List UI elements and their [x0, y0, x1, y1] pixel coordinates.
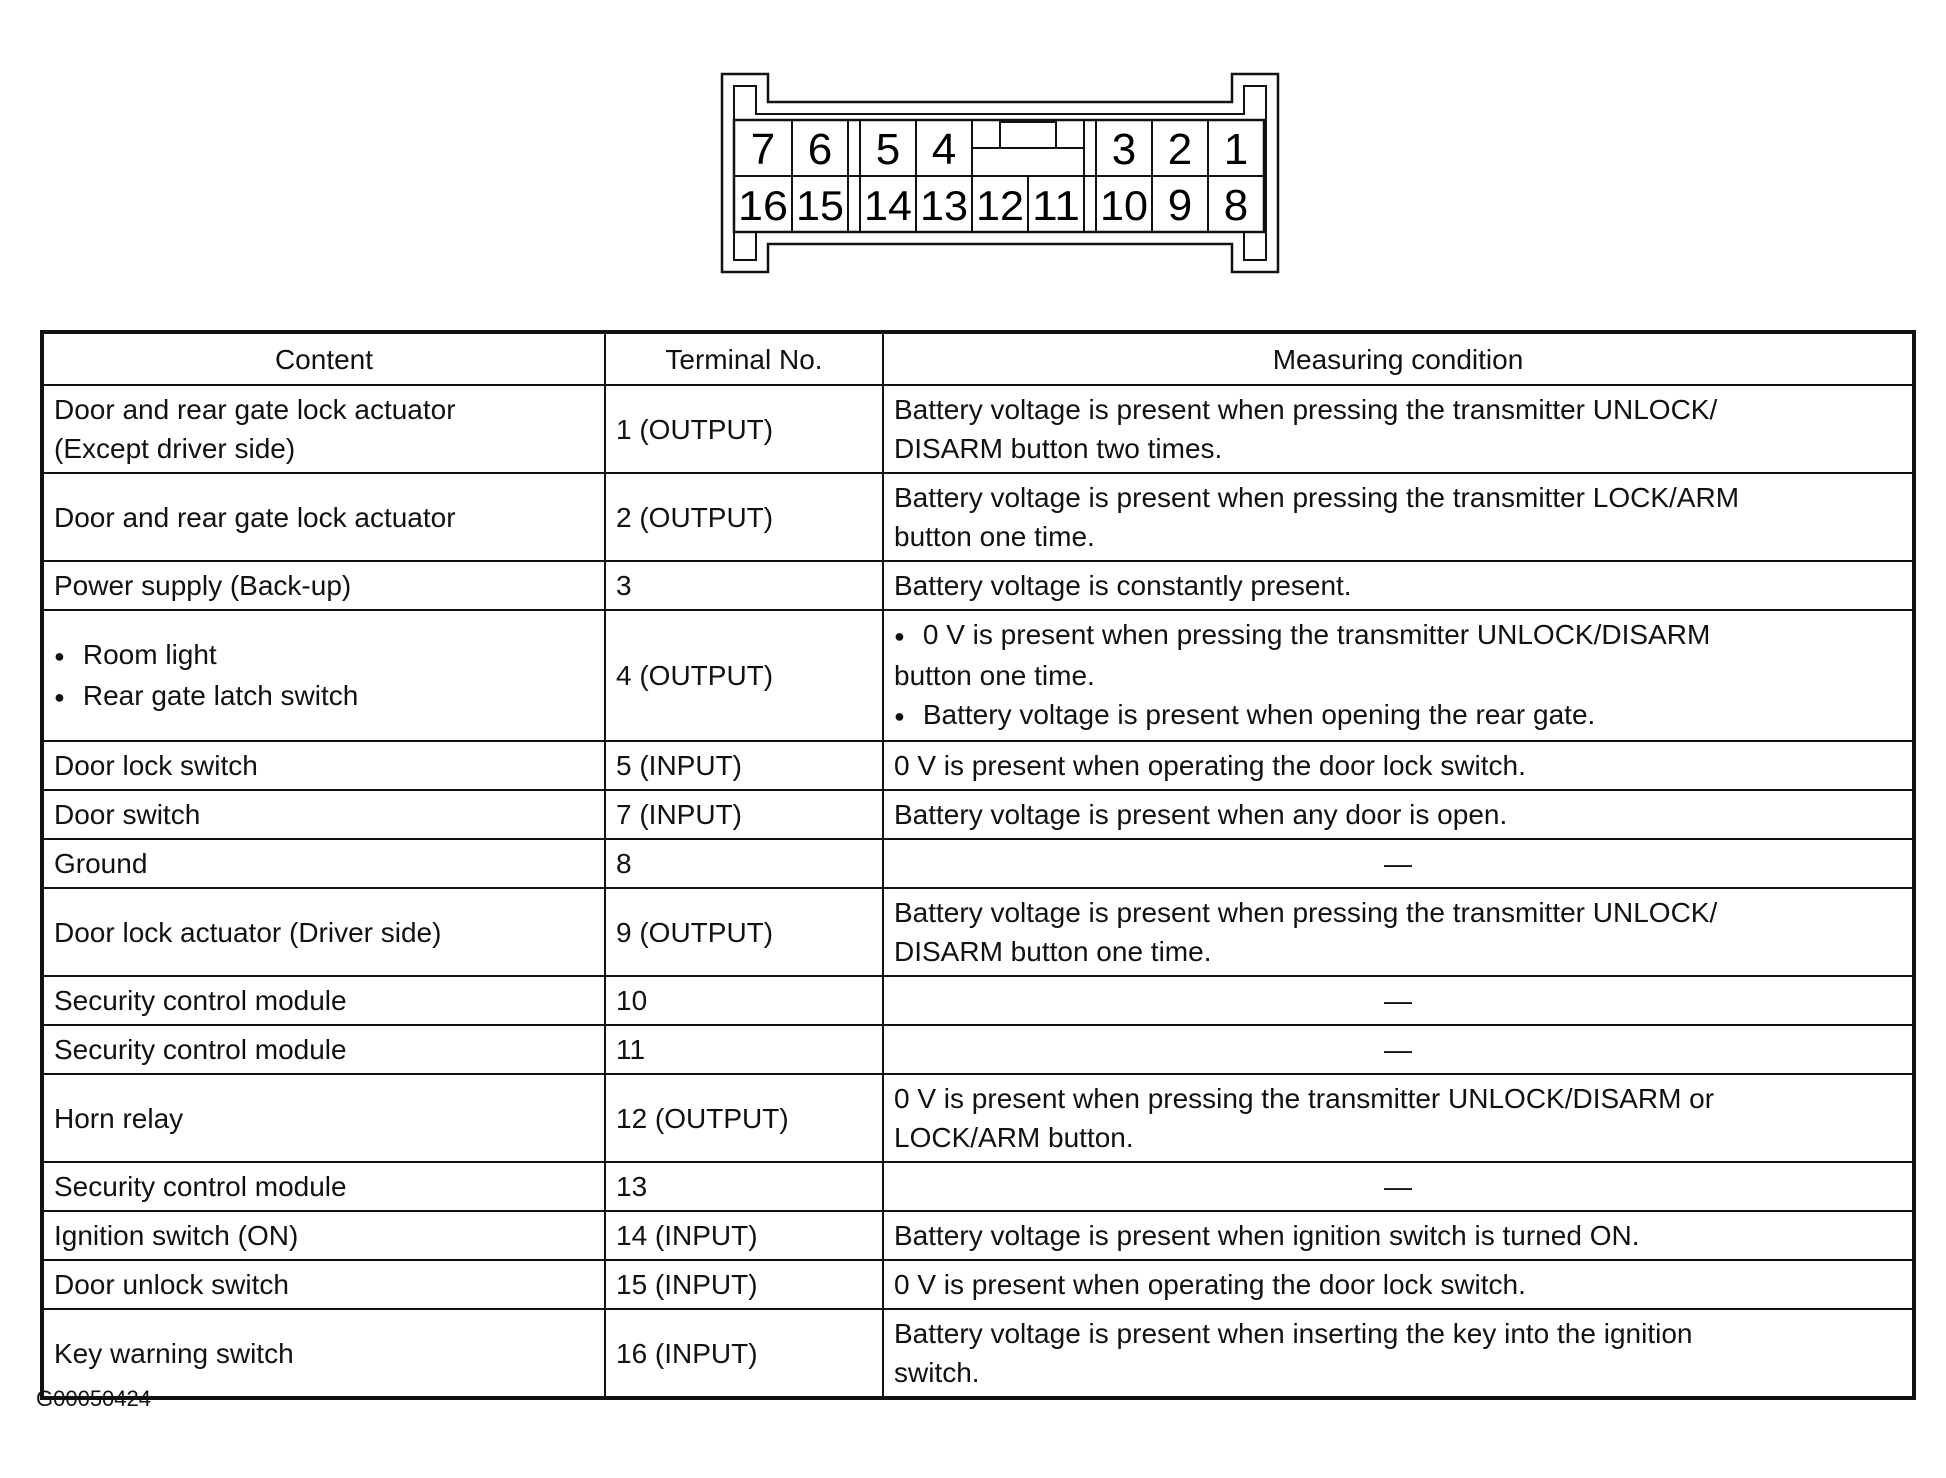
- table-row: [42, 610, 1914, 741]
- terminal-cell: 16 (INPUT): [605, 1309, 883, 1398]
- condition-cell: —: [883, 1025, 1914, 1074]
- condition-cell: Battery voltage is constantly present.: [883, 561, 1914, 610]
- condition-cell: Battery voltage is present when pressing the transmitter UNLOCK/ DISARM button one time.: [883, 888, 1914, 976]
- terminal-cell: 12 (OUTPUT): [605, 1074, 883, 1162]
- terminal-cell: 8: [605, 839, 883, 888]
- content-cell: Door lock switch: [42, 741, 605, 790]
- terminal-cell: 13: [605, 1162, 883, 1211]
- terminal-table: [40, 330, 1916, 1400]
- content-cell: Door unlock switch: [42, 1260, 605, 1309]
- header-content: Content: [42, 332, 605, 385]
- terminal-cell: 14 (INPUT): [605, 1211, 883, 1260]
- condition-cell: Battery voltage is present when any door is open.: [883, 790, 1914, 839]
- pin-10: 10: [1100, 182, 1148, 229]
- table-row: [42, 561, 1914, 610]
- pin-8: 8: [1223, 181, 1249, 230]
- terminal-cell: 2 (OUTPUT): [605, 473, 883, 561]
- terminal-cell: 9 (OUTPUT): [605, 888, 883, 976]
- terminal-cell: 10: [605, 976, 883, 1025]
- pin-4: 4: [931, 125, 957, 174]
- table-row: [42, 790, 1914, 839]
- condition-cell: ● 0 V is present when pressing the transmitter UNLOCK/DISARM button one time. ● Battery voltage is present when opening the rear gate.: [883, 610, 1914, 741]
- table-row: [42, 1309, 1914, 1398]
- terminal-cell: 1 (OUTPUT): [605, 385, 883, 473]
- content-cell: ● Room light ● Rear gate latch switch: [42, 610, 605, 741]
- pin-12: 12: [976, 182, 1024, 229]
- content-cell: Door lock actuator (Driver side): [42, 888, 605, 976]
- table-row: [42, 1211, 1914, 1260]
- content-cell: Door switch: [42, 790, 605, 839]
- content-cell: Key warning switch: [42, 1309, 605, 1398]
- header-measuring-condition: Measuring condition: [883, 332, 1914, 385]
- condition-cell: —: [883, 1162, 1914, 1211]
- pin-1: 1: [1223, 125, 1249, 174]
- content-cell: Ground: [42, 839, 605, 888]
- condition-cell: 0 V is present when operating the door lock switch.: [883, 1260, 1914, 1309]
- pin-5: 5: [875, 125, 901, 174]
- pin-3: 3: [1111, 125, 1137, 174]
- condition-cell: Battery voltage is present when pressing the transmitter UNLOCK/ DISARM button two times.: [883, 385, 1914, 473]
- table-row: [42, 1074, 1914, 1162]
- terminal-cell: 4 (OUTPUT): [605, 610, 883, 741]
- terminal-cell: 5 (INPUT): [605, 741, 883, 790]
- table-row: [42, 385, 1914, 473]
- table-row: [42, 888, 1914, 976]
- table-header-row: [42, 332, 1914, 385]
- table-row: [42, 1025, 1914, 1074]
- content-cell: Ignition switch (ON): [42, 1211, 605, 1260]
- pin-7: 7: [750, 125, 776, 174]
- pin-15: 15: [796, 182, 844, 229]
- pin-13: 13: [920, 182, 968, 229]
- table-row: [42, 1162, 1914, 1211]
- pin-14: 14: [864, 182, 912, 229]
- content-cell: Security control module: [42, 976, 605, 1025]
- condition-cell: Battery voltage is present when pressing the transmitter LOCK/ARM button one time.: [883, 473, 1914, 561]
- pin-6: 6: [807, 125, 833, 174]
- content-cell: Horn relay: [42, 1074, 605, 1162]
- terminal-cell: 11: [605, 1025, 883, 1074]
- connector-outline: [720, 72, 1290, 282]
- condition-cell: 0 V is present when operating the door lock switch.: [883, 741, 1914, 790]
- pin-2: 2: [1167, 125, 1193, 174]
- table-row: [42, 741, 1914, 790]
- condition-cell: 0 V is present when pressing the transmitter UNLOCK/DISARM or LOCK/ARM button.: [883, 1074, 1914, 1162]
- condition-cell: —: [883, 839, 1914, 888]
- table-row: [42, 473, 1914, 561]
- condition-cell: Battery voltage is present when inserting the key into the ignition switch.: [883, 1309, 1914, 1398]
- terminal-cell: 3: [605, 561, 883, 610]
- content-cell: Security control module: [42, 1162, 605, 1211]
- condition-cell: —: [883, 976, 1914, 1025]
- content-cell: Door and rear gate lock actuator (Except driver side): [42, 385, 605, 473]
- figure-id: G00050424: [36, 1386, 151, 1411]
- content-cell: Security control module: [42, 1025, 605, 1074]
- pin-11: 11: [1032, 182, 1080, 229]
- header-terminal-no: Terminal No.: [605, 332, 883, 385]
- terminal-cell: 15 (INPUT): [605, 1260, 883, 1309]
- content-cell: Power supply (Back-up): [42, 561, 605, 610]
- terminal-cell: 7 (INPUT): [605, 790, 883, 839]
- pin-9: 9: [1167, 181, 1193, 230]
- table-row: [42, 976, 1914, 1025]
- content-cell: Door and rear gate lock actuator: [42, 473, 605, 561]
- condition-cell: Battery voltage is present when ignition switch is turned ON.: [883, 1211, 1914, 1260]
- pin-16: 16: [738, 182, 788, 229]
- connector-diagram: [720, 72, 1290, 282]
- table-row: [42, 839, 1914, 888]
- table-row: [42, 1260, 1914, 1309]
